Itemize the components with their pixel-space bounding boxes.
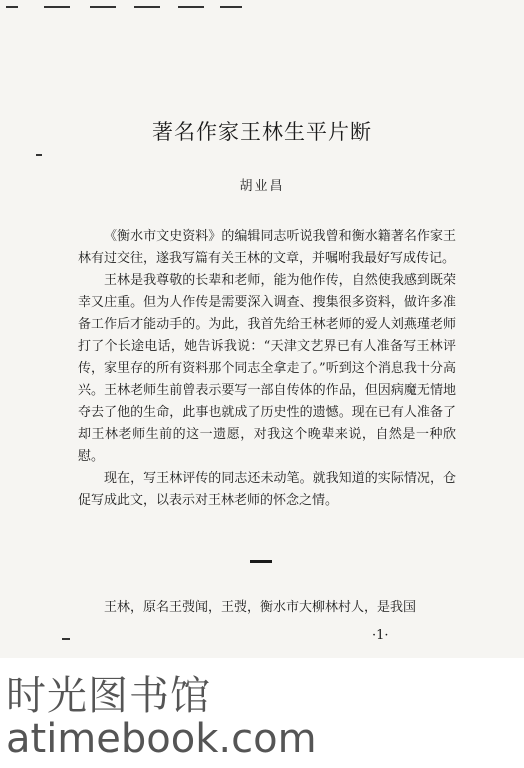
watermark-url: atimebook.com bbox=[6, 716, 317, 762]
scan-top-dashes bbox=[6, 6, 246, 10]
article-body bbox=[78, 226, 456, 512]
watermark-chinese: 时光图书馆 bbox=[6, 673, 211, 719]
paragraph-1: 《衡水市文史资料》的编辑同志听说我曾和衡水籍著名作家王林有过交往，遂我写篇有关王林的文章，并嘱咐我最好写成传记。 bbox=[78, 229, 456, 266]
paragraph-2: 王林是我尊敬的长辈和老师，能为他作传，自然使我感到既荣幸又庄重。但为人作传是需要深入调查、搜集很多资料，做许多准备工作后才能动手的。为此，我首先给王林老师的爱人刘燕瑾老师打了个长途电话，她告诉我说：“天津文艺界已有人准备写王林评传，家里存的所有资料那个同志全拿走了。”听到这个消息我十分高兴。王林老师生前曾表示要写一部自传体的作品，但因病魔无情地夺去了他的生命，此事也就成了历史性的遗憾。现在已有人准备了却王林老师生前的这一遗愿，对我这个晚辈来说，自然是一种欣慰。 bbox=[78, 273, 456, 464]
page-number: ·1· bbox=[372, 628, 389, 643]
paragraph-3: 现在，写王林评传的同志还未动笔。就我知道的实际情况，仓促写成此文，以表示对王林老师的怀念之情。 bbox=[78, 471, 456, 508]
article-author: 胡业昌 bbox=[239, 179, 285, 194]
article-title: 著名作家王林生平片断 bbox=[152, 120, 372, 144]
section-first-line: 王林，原名王弢闻，王弢，衡水市大柳林村人，是我国 bbox=[104, 600, 417, 615]
scan-speck bbox=[36, 154, 42, 156]
site-watermark bbox=[0, 658, 524, 768]
section-number-one bbox=[250, 560, 272, 563]
scan-speck bbox=[62, 638, 70, 640]
